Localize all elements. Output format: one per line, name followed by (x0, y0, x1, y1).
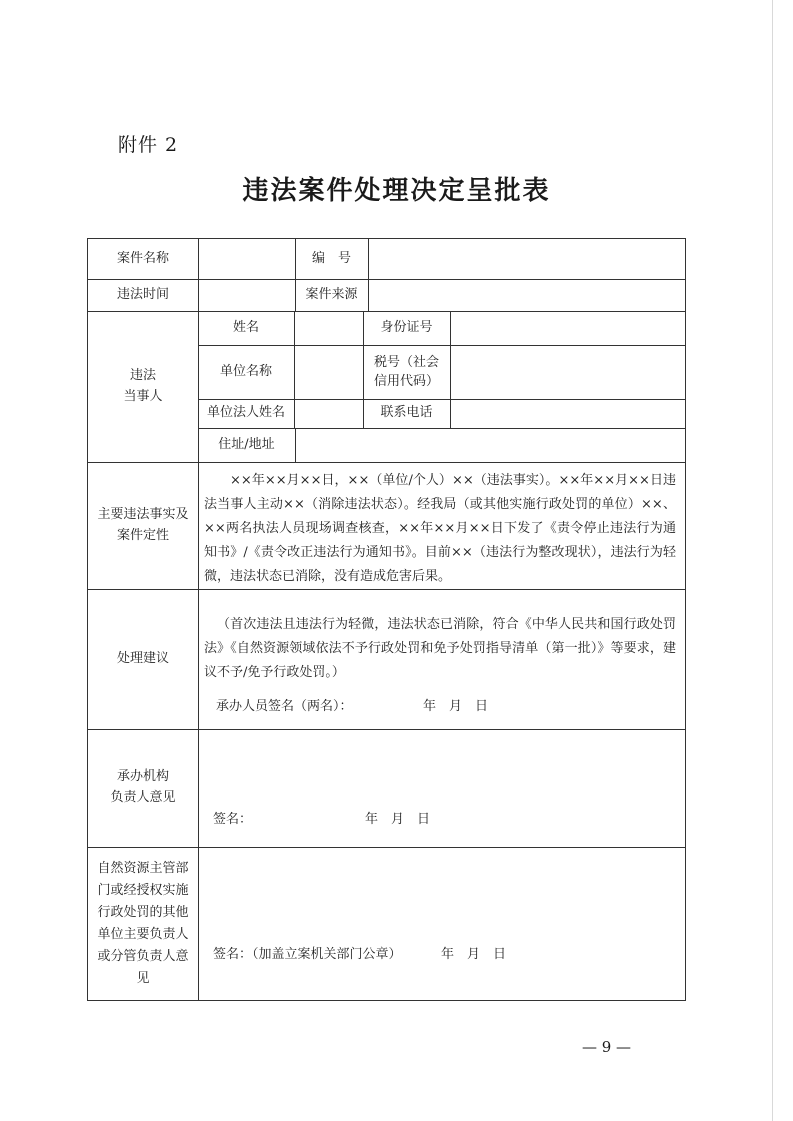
case-name-field[interactable] (198, 239, 295, 279)
suggestion-label: 处理建议 (116, 650, 169, 666)
case-number-label: 编 号 (311, 250, 351, 266)
unit-name-field[interactable] (294, 345, 363, 399)
address-label: 住址/地址 (218, 436, 275, 452)
scan-edge-line (772, 0, 773, 1121)
violation-time-field[interactable] (198, 279, 295, 311)
facts-label: 主要违法事实及 案件定性 (97, 506, 189, 543)
agency-label: 承办机构 负责人意见 (110, 769, 176, 805)
name-label: 姓名 (232, 319, 259, 335)
leader-label: 自然资源主管部门或经授权实施行政处罚的其他单位主要负责人或分管负责人意见 (97, 860, 189, 986)
unit-name-label: 单位名称 (219, 363, 272, 379)
phone-label: 联系电话 (380, 405, 433, 421)
leader-date: 年 月 日 (441, 947, 507, 962)
handler-signature-label: 承办人员签名（两名）： (216, 699, 353, 714)
name-field[interactable] (294, 311, 363, 345)
id-number-field[interactable] (450, 311, 685, 345)
page-number: — 9 — (581, 1038, 632, 1056)
handler-date: 年 月 日 (423, 699, 489, 714)
case-number-field[interactable] (368, 239, 685, 279)
form-title: 违法案件处理决定呈批表 (242, 176, 551, 206)
legal-rep-field[interactable] (294, 399, 363, 428)
tax-number-field[interactable] (450, 345, 685, 399)
leader-signature-label: 签名：（加盖立案机关部门公章） (213, 947, 402, 962)
agency-date: 年 月 日 (365, 812, 431, 827)
party-label: 违法 当事人 (123, 367, 163, 404)
case-source-label: 案件来源 (305, 286, 358, 302)
attachment-label: 附件 2 (118, 134, 179, 156)
phone-field[interactable] (450, 399, 685, 428)
tax-number-label: 税号（社会 信用代码） (373, 354, 439, 389)
id-number-label: 身份证号 (380, 319, 433, 335)
address-field[interactable] (295, 428, 685, 462)
case-source-field[interactable] (368, 279, 685, 311)
agency-signature-label: 签名： (213, 812, 253, 827)
facts-text: ××年××月××日，××（单位/个人）××（违法事实）。××年××月××日违法当事人主动××（消除违法状态）。经我局（或其他实施行政处罚的单位）××、××两名执法人员现场调查核查，××年××月××日下发了《责令停止违法行为通知书》/《责令改正违法行为通知书》。目前××（违法行为整改现状），违法行为轻微，违法状态已消除，没有造成危害后果。 (204, 473, 676, 584)
suggestion-text: （首次违法且违法行为轻微，违法状态已消除，符合《中华人民共和国行政处罚法》《自然资源领域依法不予行政处罚和免予处罚指导清单（第一批）》等要求，建议不予/免予行政处罚。） (204, 617, 676, 680)
case-name-label: 案件名称 (116, 250, 169, 266)
violation-time-label: 违法时间 (116, 286, 169, 302)
legal-rep-label: 单位法人姓名 (206, 405, 285, 421)
approval-form-table (87, 238, 686, 1001)
